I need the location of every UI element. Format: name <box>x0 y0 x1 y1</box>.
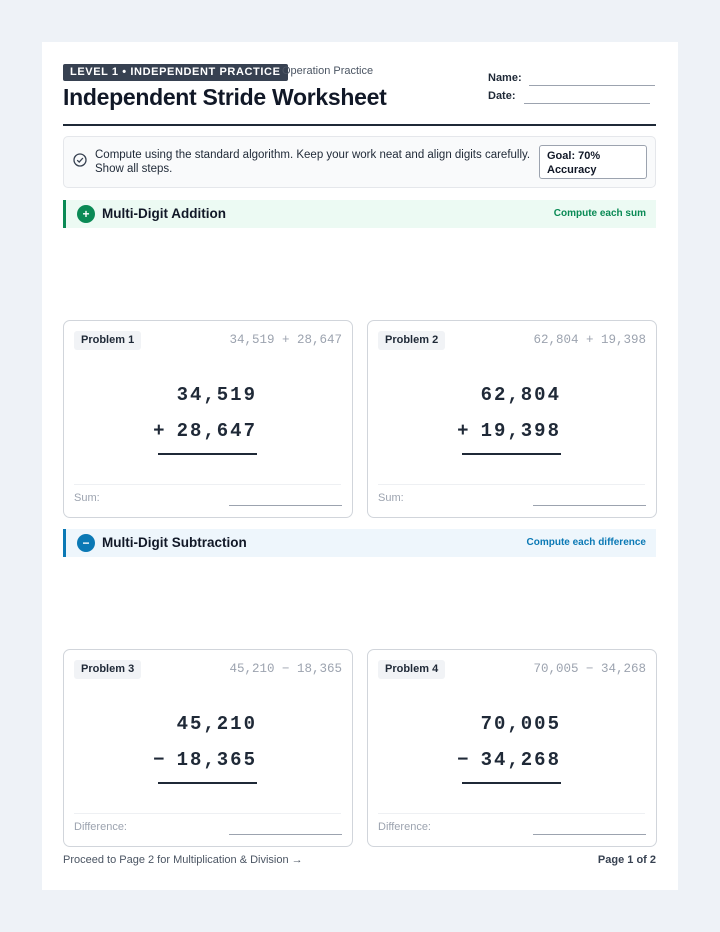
worksheet-page <box>42 42 678 890</box>
difference-underline <box>158 782 257 784</box>
sum-underline <box>462 453 561 455</box>
date-label: Date: <box>488 90 516 102</box>
answer-label: Difference: <box>378 821 431 833</box>
bottom-row <box>457 749 561 771</box>
bottom-row <box>153 420 257 442</box>
answer-line[interactable] <box>229 505 342 506</box>
operator-sign: − <box>153 749 167 771</box>
section-note: Compute each difference <box>526 537 646 548</box>
section-note: Compute each sum <box>553 208 646 219</box>
bottom-row <box>457 420 561 442</box>
problem-label: Problem 3 <box>74 660 141 679</box>
minus-icon: − <box>77 534 95 552</box>
card-divider <box>74 813 341 814</box>
next-page-link[interactable]: Proceed to Page 2 for Multiplication & Division → <box>63 854 303 866</box>
bottom-row <box>153 749 257 771</box>
problem-expression: 62,804 + 19,398 <box>533 333 646 347</box>
worksheet-subtitle: Operation Practice <box>282 65 374 77</box>
page-title: Independent Stride Worksheet <box>63 84 387 110</box>
problem-card-1 <box>63 320 353 518</box>
answer-label: Sum: <box>74 492 100 504</box>
subtraction-section-header <box>63 529 656 557</box>
goal-line-1: Goal: 70% <box>547 150 601 162</box>
top-number: 34,519 <box>176 384 257 406</box>
bottom-number: 34,268 <box>480 749 561 771</box>
card-divider <box>74 484 341 485</box>
section-accent-bar <box>63 200 66 228</box>
problem-expression: 45,210 − 18,365 <box>229 662 342 676</box>
operator-sign: + <box>153 420 167 442</box>
problem-card-2 <box>367 320 657 518</box>
answer-line[interactable] <box>533 834 646 835</box>
card-divider <box>378 484 645 485</box>
section-title: Multi-Digit Addition <box>102 206 226 221</box>
problem-label: Problem 2 <box>378 331 445 350</box>
name-label: Name: <box>488 72 522 84</box>
problem-label: Problem 1 <box>74 331 141 350</box>
name-field[interactable] <box>529 85 655 86</box>
addition-section-header <box>63 200 656 228</box>
instructions-box <box>63 136 656 188</box>
top-number: 70,005 <box>480 713 561 735</box>
bottom-number: 18,365 <box>176 749 257 771</box>
check-circle-icon <box>73 153 87 167</box>
goal-line-2: Accuracy <box>547 164 597 176</box>
answer-line[interactable] <box>229 834 342 835</box>
bottom-number: 19,398 <box>480 420 561 442</box>
level-badge: LEVEL 1 • INDEPENDENT PRACTICE <box>63 64 288 81</box>
bottom-number: 28,647 <box>176 420 257 442</box>
instructions-text: Compute using the standard algorithm. Keep your work neat and align digits carefully. Show all steps. <box>95 149 531 175</box>
problem-label: Problem 4 <box>378 660 445 679</box>
problem-card-3 <box>63 649 353 847</box>
problem-expression: 34,519 + 28,647 <box>229 333 342 347</box>
problem-card-4 <box>367 649 657 847</box>
section-accent-bar <box>63 529 66 557</box>
answer-label: Difference: <box>74 821 127 833</box>
difference-underline <box>462 782 561 784</box>
answer-line[interactable] <box>533 505 646 506</box>
section-title: Multi-Digit Subtraction <box>102 535 247 550</box>
problem-expression: 70,005 − 34,268 <box>533 662 646 676</box>
page-number: Page 1 of 2 <box>597 854 656 866</box>
goal-badge <box>539 145 647 179</box>
operator-sign: + <box>457 420 471 442</box>
header-divider <box>63 124 656 126</box>
answer-label: Sum: <box>378 492 404 504</box>
operator-sign: − <box>457 749 471 771</box>
card-divider <box>378 813 645 814</box>
top-number: 62,804 <box>480 384 561 406</box>
plus-icon: + <box>77 205 95 223</box>
sum-underline <box>158 453 257 455</box>
top-number: 45,210 <box>176 713 257 735</box>
date-field[interactable] <box>524 103 650 104</box>
